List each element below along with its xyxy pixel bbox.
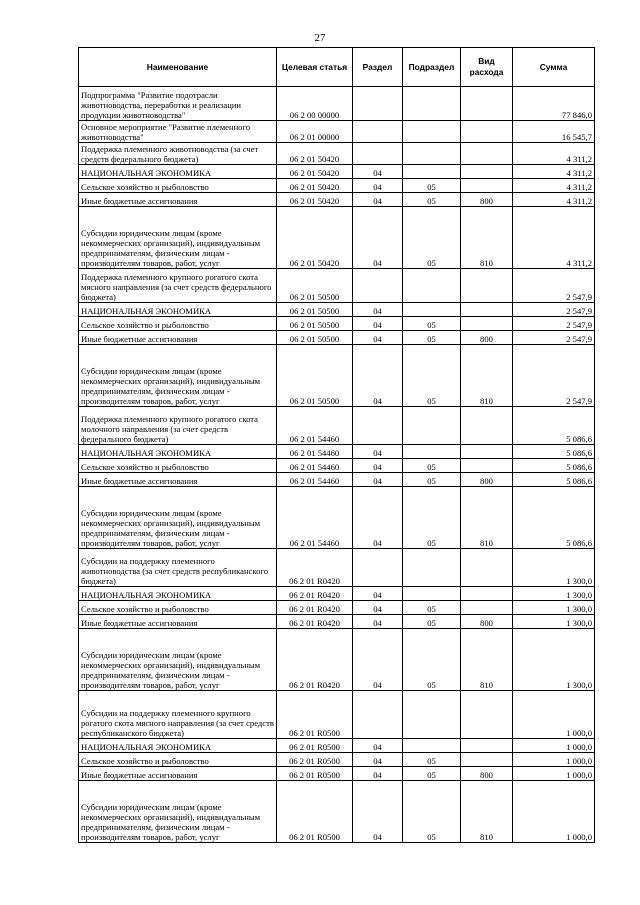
row-sum: 5 086,6 (513, 487, 595, 549)
row-name: Сельское хозяйство и рыболовство (79, 317, 277, 331)
row-section: 04 (353, 303, 403, 317)
table-row (79, 331, 595, 345)
row-subsection (403, 739, 461, 753)
row-name: Сельское хозяйство и рыболовство (79, 753, 277, 767)
row-sum: 5 086,6 (513, 459, 595, 473)
table-row (79, 345, 595, 407)
table-row (79, 143, 595, 165)
row-name: Субсидии юридическим лицам (кроме некоммерческих организаций), индивидуальным предпринимателям, физическим лицам - производителям товаров, работ, услуг (79, 629, 277, 691)
row-sum: 2 547,9 (513, 269, 595, 303)
row-expense-type (461, 143, 513, 165)
row-subsection (403, 407, 461, 445)
row-name: Субсидии юридическим лицам (кроме некоммерческих организаций), индивидуальным предпринимателям, физическим лицам - производителям товаров, работ, услуг (79, 781, 277, 843)
row-name: Иные бюджетные ассигнования (79, 193, 277, 207)
row-expense-type: 800 (461, 615, 513, 629)
row-target-article: 06 2 01 50420 (277, 179, 353, 193)
row-subsection: 05 (403, 473, 461, 487)
row-section: 04 (353, 629, 403, 691)
row-target-article: 06 2 01 R0420 (277, 549, 353, 587)
table-row (79, 615, 595, 629)
row-target-article: 06 2 01 R0500 (277, 739, 353, 753)
row-target-article: 06 2 01 50500 (277, 303, 353, 317)
row-subsection: 05 (403, 781, 461, 843)
row-subsection (403, 121, 461, 143)
row-section: 04 (353, 753, 403, 767)
row-subsection (403, 445, 461, 459)
table-row (79, 269, 595, 303)
row-section: 04 (353, 331, 403, 345)
row-section (353, 143, 403, 165)
row-sum: 4 311,2 (513, 143, 595, 165)
row-subsection: 05 (403, 345, 461, 407)
row-target-article: 06 2 01 54460 (277, 473, 353, 487)
table-row (79, 487, 595, 549)
row-sum: 4 311,2 (513, 165, 595, 179)
row-section: 04 (353, 473, 403, 487)
row-target-article: 06 2 01 50420 (277, 143, 353, 165)
row-sum: 1 000,0 (513, 691, 595, 739)
row-sum: 77 846,0 (513, 87, 595, 121)
table-row (79, 587, 595, 601)
row-expense-type: 800 (461, 331, 513, 345)
row-target-article: 06 2 01 54460 (277, 407, 353, 445)
row-section: 04 (353, 317, 403, 331)
row-name: НАЦИОНАЛЬНАЯ ЭКОНОМИКА (79, 587, 277, 601)
row-expense-type (461, 121, 513, 143)
row-target-article: 06 2 01 R0420 (277, 587, 353, 601)
row-sum: 1 300,0 (513, 601, 595, 615)
row-subsection: 05 (403, 601, 461, 615)
row-expense-type (461, 459, 513, 473)
row-sum: 2 547,9 (513, 317, 595, 331)
row-sum: 1 300,0 (513, 587, 595, 601)
row-section (353, 87, 403, 121)
row-section: 04 (353, 781, 403, 843)
row-section: 04 (353, 345, 403, 407)
row-subsection (403, 549, 461, 587)
row-name: Сельское хозяйство и рыболовство (79, 601, 277, 615)
table-row (79, 459, 595, 473)
row-target-article: 06 2 00 00000 (277, 87, 353, 121)
row-sum: 1 000,0 (513, 753, 595, 767)
row-name: НАЦИОНАЛЬНАЯ ЭКОНОМИКА (79, 739, 277, 753)
table-row (79, 407, 595, 445)
page-number: 27 (314, 32, 326, 44)
row-subsection: 05 (403, 179, 461, 193)
table-row (79, 739, 595, 753)
row-subsection: 05 (403, 767, 461, 781)
row-name: Сельское хозяйство и рыболовство (79, 179, 277, 193)
row-subsection: 05 (403, 207, 461, 269)
row-target-article: 06 2 01 50420 (277, 165, 353, 179)
row-subsection (403, 165, 461, 179)
row-section: 04 (353, 207, 403, 269)
row-subsection: 05 (403, 193, 461, 207)
row-name: Иные бюджетные ассигнования (79, 767, 277, 781)
row-subsection (403, 691, 461, 739)
table-row (79, 303, 595, 317)
row-name: Субсидии на поддержку племенного крупного рогатого скота мясного направления (за счет средств республиканского бюджета) (79, 691, 277, 739)
row-section: 04 (353, 487, 403, 549)
row-subsection (403, 303, 461, 317)
row-section (353, 691, 403, 739)
row-target-article: 06 2 01 54460 (277, 459, 353, 473)
row-expense-type: 810 (461, 345, 513, 407)
row-target-article: 06 2 01 R0420 (277, 629, 353, 691)
row-subsection: 05 (403, 331, 461, 345)
row-sum: 1 000,0 (513, 781, 595, 843)
table-row (79, 473, 595, 487)
row-expense-type: 810 (461, 487, 513, 549)
row-target-article: 06 2 01 54460 (277, 445, 353, 459)
row-subsection: 05 (403, 629, 461, 691)
row-sum: 4 311,2 (513, 179, 595, 193)
row-target-article: 06 2 01 50500 (277, 331, 353, 345)
row-expense-type (461, 179, 513, 193)
row-sum: 4 311,2 (513, 193, 595, 207)
row-name: Поддержка племенного животноводства (за счет средств федерального бюджета) (79, 143, 277, 165)
row-section: 04 (353, 459, 403, 473)
row-subsection: 05 (403, 487, 461, 549)
row-sum: 4 311,2 (513, 207, 595, 269)
row-expense-type: 800 (461, 193, 513, 207)
row-name: Иные бюджетные ассигнования (79, 615, 277, 629)
table-header-row (79, 48, 595, 87)
row-name: НАЦИОНАЛЬНАЯ ЭКОНОМИКА (79, 165, 277, 179)
row-expense-type (461, 587, 513, 601)
row-sum: 1 000,0 (513, 767, 595, 781)
row-section: 04 (353, 445, 403, 459)
row-name: Субсидии юридическим лицам (кроме некоммерческих организаций), индивидуальным предпринимателям, физическим лицам - производителям товаров, работ, услуг (79, 207, 277, 269)
header-name: Наименование (79, 48, 277, 87)
row-target-article: 06 2 01 50420 (277, 207, 353, 269)
row-sum: 5 086,6 (513, 445, 595, 459)
header-section: Раздел (353, 48, 403, 87)
row-section: 04 (353, 767, 403, 781)
row-subsection (403, 269, 461, 303)
table-row (79, 753, 595, 767)
row-expense-type (461, 445, 513, 459)
row-expense-type (461, 317, 513, 331)
row-target-article: 06 2 01 R0500 (277, 781, 353, 843)
row-sum: 5 086,6 (513, 473, 595, 487)
budget-table (78, 47, 595, 843)
row-target-article: 06 2 01 R0500 (277, 753, 353, 767)
row-expense-type (461, 165, 513, 179)
row-expense-type: 800 (461, 473, 513, 487)
header-target-article: Целевая статья (277, 48, 353, 87)
row-expense-type (461, 601, 513, 615)
row-subsection: 05 (403, 459, 461, 473)
row-expense-type (461, 87, 513, 121)
row-sum: 1 300,0 (513, 615, 595, 629)
row-sum: 1 300,0 (513, 549, 595, 587)
row-name: Субсидии на поддержку племенного животноводства (за счет средств республиканского бюджета) (79, 549, 277, 587)
row-expense-type: 800 (461, 767, 513, 781)
row-name: Субсидии юридическим лицам (кроме некоммерческих организаций), индивидуальным предпринимателям, физическим лицам - производителям товаров, работ, услуг (79, 487, 277, 549)
header-subsection: Подраздел (403, 48, 461, 87)
row-target-article: 06 2 01 50500 (277, 345, 353, 407)
row-expense-type (461, 549, 513, 587)
row-name: Иные бюджетные ассигнования (79, 473, 277, 487)
row-section (353, 121, 403, 143)
table-row (79, 87, 595, 121)
row-sum: 1 300,0 (513, 629, 595, 691)
row-subsection (403, 87, 461, 121)
row-expense-type (461, 753, 513, 767)
row-target-article: 06 2 01 50420 (277, 193, 353, 207)
row-section: 04 (353, 601, 403, 615)
table-row (79, 165, 595, 179)
row-section: 04 (353, 193, 403, 207)
row-target-article: 06 2 01 R0500 (277, 767, 353, 781)
table-row (79, 193, 595, 207)
table-row (79, 549, 595, 587)
table-row (79, 121, 595, 143)
row-target-article: 06 2 01 54460 (277, 487, 353, 549)
row-name: Иные бюджетные ассигнования (79, 331, 277, 345)
row-section (353, 269, 403, 303)
row-target-article: 06 2 01 R0420 (277, 601, 353, 615)
row-sum: 1 000,0 (513, 739, 595, 753)
table-row (79, 179, 595, 193)
row-target-article: 06 2 01 00000 (277, 121, 353, 143)
table-row (79, 601, 595, 615)
row-subsection: 05 (403, 615, 461, 629)
row-target-article: 06 2 01 50500 (277, 317, 353, 331)
table-row (79, 629, 595, 691)
row-subsection: 05 (403, 317, 461, 331)
row-target-article: 06 2 01 R0420 (277, 615, 353, 629)
row-section: 04 (353, 615, 403, 629)
row-expense-type (461, 303, 513, 317)
table-row (79, 781, 595, 843)
row-target-article: 06 2 01 R0500 (277, 691, 353, 739)
row-name: НАЦИОНАЛЬНАЯ ЭКОНОМИКА (79, 303, 277, 317)
row-sum: 2 547,9 (513, 331, 595, 345)
row-sum: 2 547,9 (513, 345, 595, 407)
row-name: Сельское хозяйство и рыболовство (79, 459, 277, 473)
row-target-article: 06 2 01 50500 (277, 269, 353, 303)
row-sum: 16 545,7 (513, 121, 595, 143)
row-expense-type (461, 269, 513, 303)
row-subsection (403, 587, 461, 601)
table-row (79, 691, 595, 739)
row-expense-type (461, 691, 513, 739)
row-name: Основное мероприятие "Развитие племенного животноводства" (79, 121, 277, 143)
table-row (79, 445, 595, 459)
table-row (79, 767, 595, 781)
row-name: Поддержка племенного крупного рогатого скота молочного направления (за счет средств федерального бюджета) (79, 407, 277, 445)
table-row (79, 317, 595, 331)
row-section: 04 (353, 179, 403, 193)
row-section: 04 (353, 165, 403, 179)
header-sum: Сумма (513, 48, 595, 87)
row-section: 04 (353, 587, 403, 601)
table-row (79, 207, 595, 269)
row-section: 04 (353, 739, 403, 753)
row-section (353, 549, 403, 587)
row-name: НАЦИОНАЛЬНАЯ ЭКОНОМИКА (79, 445, 277, 459)
row-expense-type: 810 (461, 781, 513, 843)
row-expense-type (461, 407, 513, 445)
row-expense-type: 810 (461, 629, 513, 691)
row-subsection: 05 (403, 753, 461, 767)
row-sum: 5 086,6 (513, 407, 595, 445)
row-name: Подпрограмма "Развитие подотрасли животноводства, переработки и реализации продукции животноводства" (79, 87, 277, 121)
row-section (353, 407, 403, 445)
row-expense-type (461, 739, 513, 753)
row-expense-type: 810 (461, 207, 513, 269)
row-name: Поддержка племенного крупного рогатого скота мясного направления (за счет средств федерального бюджета) (79, 269, 277, 303)
row-name: Субсидии юридическим лицам (кроме некоммерческих организаций), индивидуальным предпринимателям, физическим лицам - производителям товаров, работ, услуг (79, 345, 277, 407)
row-sum: 2 547,9 (513, 303, 595, 317)
row-subsection (403, 143, 461, 165)
header-expense-type: Вид расхода (461, 48, 513, 87)
